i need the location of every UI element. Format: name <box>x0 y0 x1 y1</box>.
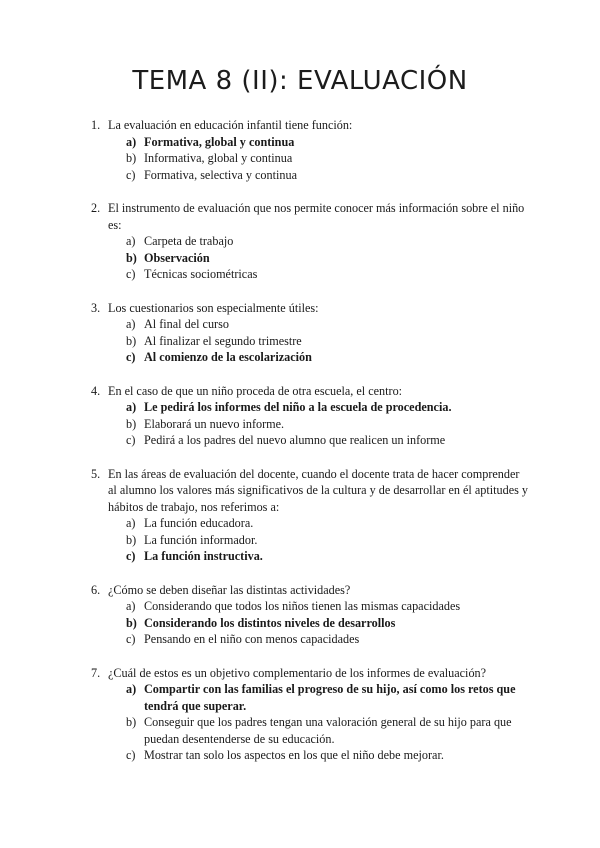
option-text: Compartir con las familias el progreso de su hijo, así como los retos que tendrá que superar. <box>144 682 516 713</box>
option-text: Elaborará un nuevo informe. <box>144 416 285 431</box>
option-text: Formativa, global y continua <box>144 134 295 149</box>
question-number: 7. <box>91 665 101 680</box>
option-item <box>0 532 600 549</box>
option-letter: b) <box>126 532 137 547</box>
option-item <box>0 316 600 333</box>
question-text: Los cuestionarios son especialmente útiles: <box>108 300 319 315</box>
option-list <box>0 399 600 449</box>
option-item <box>0 416 600 433</box>
question-item <box>0 200 600 283</box>
option-list <box>0 515 600 565</box>
option-letter: c) <box>126 549 136 563</box>
question-number: 4. <box>91 383 101 398</box>
option-letter: a) <box>126 400 137 414</box>
correct-option <box>0 681 600 714</box>
option-letter: b) <box>126 715 137 729</box>
question-text: ¿Cuál de estos es un objetivo complementario de los informes de evaluación? <box>108 665 487 680</box>
page-title: TEMA 8 (II): EVALUACIÓN <box>132 66 468 96</box>
question-text: La evaluación en educación infantil tiene función: <box>108 118 353 132</box>
question-stem <box>0 383 600 400</box>
correct-option <box>0 349 600 366</box>
correct-option <box>0 134 600 151</box>
option-letter: b) <box>126 416 137 431</box>
option-text: Al comienzo de la escolarización <box>144 350 312 364</box>
option-text: Formativa, selectiva y continua <box>144 167 297 182</box>
option-letter: a) <box>126 682 137 696</box>
option-list <box>0 681 600 764</box>
question-number: 2. <box>91 201 101 215</box>
correct-option <box>0 399 600 416</box>
option-text: La función instructiva. <box>144 549 263 563</box>
option-item <box>0 233 600 250</box>
option-list <box>0 134 600 184</box>
question-item <box>0 300 600 366</box>
option-letter: a) <box>126 234 136 248</box>
option-letter: c) <box>126 632 136 646</box>
option-item <box>0 747 600 764</box>
option-letter: c) <box>126 167 136 182</box>
option-item <box>0 631 600 648</box>
option-text: Carpeta de trabajo <box>144 234 234 248</box>
option-item <box>0 150 600 167</box>
option-text: Técnicas sociométricas <box>144 267 258 281</box>
option-letter: c) <box>126 267 136 281</box>
option-letter: c) <box>126 350 136 364</box>
option-text: Considerando los distintos niveles de desarrollos <box>144 615 396 630</box>
question-item <box>0 665 600 764</box>
option-item <box>0 432 600 449</box>
option-text: Le pedirá los informes del niño a la escuela de procedencia. <box>144 400 452 414</box>
question-text: El instrumento de evaluación que nos permite conocer más información sobre el niño es: <box>108 201 525 232</box>
option-list <box>0 233 600 283</box>
option-item <box>0 167 600 184</box>
option-letter: a) <box>126 516 136 530</box>
option-text: Observación <box>144 250 210 265</box>
option-text: La función educadora. <box>144 516 254 530</box>
option-item <box>0 515 600 532</box>
question-text: En el caso de que un niño proceda de otra escuela, el centro: <box>108 383 403 398</box>
question-number: 6. <box>91 582 101 597</box>
question-stem <box>0 466 600 516</box>
question-item <box>0 383 600 449</box>
question-number: 3. <box>91 300 101 315</box>
option-letter: b) <box>126 333 137 348</box>
option-text: Pensando en el niño con menos capacidades <box>144 632 360 646</box>
option-item <box>0 333 600 350</box>
correct-option <box>0 548 600 565</box>
correct-option <box>0 615 600 632</box>
question-item <box>0 466 600 565</box>
question-stem <box>0 200 600 233</box>
option-letter: b) <box>126 151 137 165</box>
question-item <box>0 117 600 183</box>
question-number: 1. <box>91 118 101 132</box>
question-number: 5. <box>91 466 101 481</box>
option-item <box>0 598 600 615</box>
option-text: La función informador. <box>144 532 258 547</box>
option-text: Conseguir que los padres tengan una valoración general de su hijo para que puedan desentenderse de su educación. <box>144 715 512 746</box>
option-text: Pedirá a los padres del nuevo alumno que realicen un informe <box>144 433 446 447</box>
option-letter: a) <box>126 317 136 331</box>
option-text: Al final del curso <box>144 317 229 331</box>
question-stem <box>0 665 600 682</box>
option-letter: a) <box>126 599 136 613</box>
correct-option <box>0 250 600 267</box>
option-list <box>0 316 600 366</box>
option-letter: c) <box>126 748 136 762</box>
option-item <box>0 714 600 747</box>
option-text: Considerando que todos los niños tienen las mismas capacidades <box>144 599 461 613</box>
option-text: Mostrar tan solo los aspectos en los que el niño debe mejorar. <box>144 748 444 762</box>
question-item <box>0 582 600 648</box>
question-stem <box>0 300 600 317</box>
option-letter: b) <box>126 615 137 630</box>
question-text: ¿Cómo se deben diseñar las distintas actividades? <box>108 582 351 597</box>
option-text: Al finalizar el segundo trimestre <box>144 333 302 348</box>
question-stem <box>0 582 600 599</box>
option-letter: c) <box>126 433 136 447</box>
option-letter: b) <box>126 250 137 265</box>
option-item <box>0 266 600 283</box>
option-text: Informativa, global y continua <box>144 151 293 165</box>
question-list <box>0 117 600 781</box>
question-stem <box>0 117 600 134</box>
option-list <box>0 598 600 648</box>
question-text: En las áreas de evaluación del docente, cuando el docente trata de hacer comprender al alumno los valores más significativos de la cultura y de desarrollar en él aptitudes y hábitos de trabajo, nos referimos a: <box>108 466 529 514</box>
option-letter: a) <box>126 134 137 149</box>
